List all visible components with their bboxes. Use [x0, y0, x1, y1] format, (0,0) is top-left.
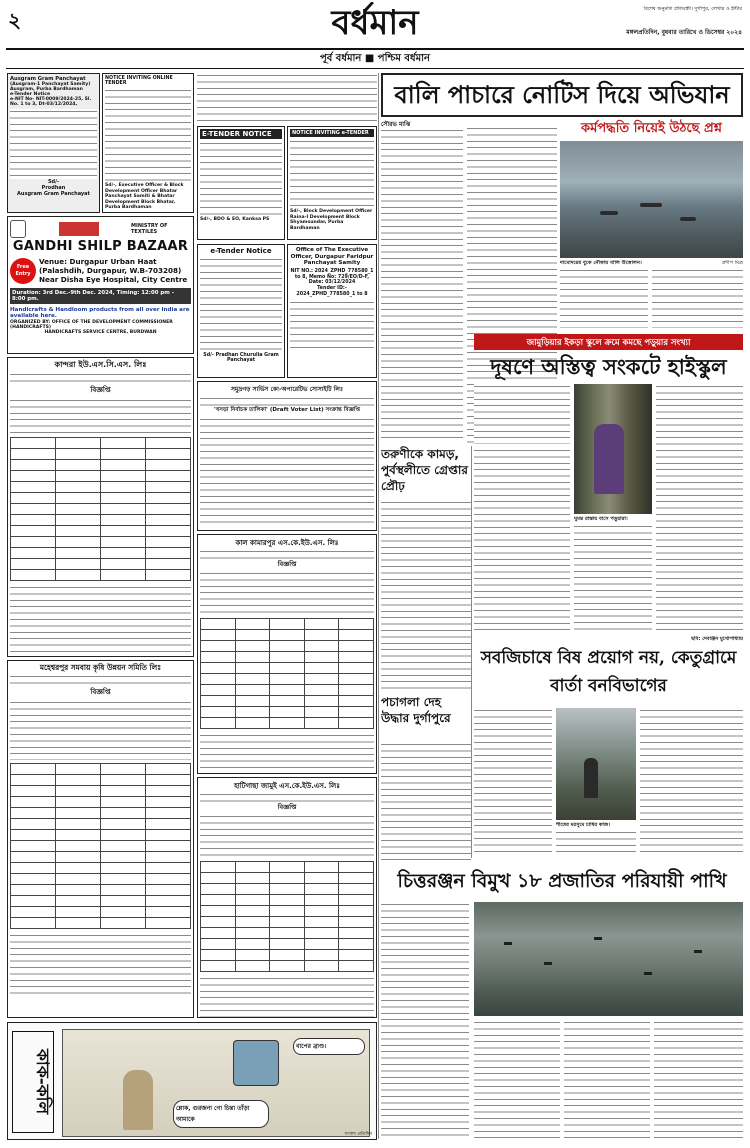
ad-kanchan-table: [10, 437, 191, 581]
cartoon-speech2: শ্লোক, গুরজনা গো চিন্তা তাঁড়া আমাকে: [173, 1100, 269, 1128]
school-photo: [574, 384, 652, 514]
arrest-body: [381, 500, 471, 690]
ad-kalna-table: [200, 618, 374, 729]
ad-draft-voter: [197, 381, 377, 531]
cartoon-speech1: বাপের ব্রাণ্ড।: [293, 1038, 365, 1055]
lead-photo-credit: প্রদীপ মিত্র: [721, 260, 743, 266]
ad-faridpur: [287, 244, 377, 378]
lead-photo: [560, 141, 743, 258]
ad-kalna-subtitle: বিজ্ঞপ্তি: [277, 560, 297, 568]
lead-headline-box: [381, 73, 743, 117]
ad-kalna-title: কাল কামারপুর এস.কে.ইউ.এস. লিঃ: [235, 539, 339, 547]
birds-body-col3: [564, 1020, 650, 1138]
ad-etender-kanksa-title: E-TENDER NOTICE: [200, 129, 282, 139]
ad-etender-kanksa: [197, 126, 285, 240]
ad-textiles-footer2: ORGANIZED BY: OFFICE OF THE DEVELOPMENT COMMISSIONER (HANDICRAFTS): [10, 320, 173, 330]
ad-faridpur-nit: NIT NO.: 2024_ZPHD_778580_1 to 8, Memo No: 729/EO/D-F, Date: 03/12/2024: [290, 268, 374, 286]
ad-etender-kanksa-signoff: Sd/-, BDO & EO, Kanksa PS: [200, 217, 270, 222]
poison-photo-caption: শীতের মরসুমে চাষির কাজ।: [556, 822, 611, 828]
handicrafts-logo-icon: [59, 222, 99, 236]
ad-ausgram-sign: Sd/-: [47, 179, 60, 185]
ad-kanchan-subtitle: বিজ্ঞপ্তি: [90, 386, 111, 394]
ad-ausgram: [7, 73, 100, 213]
ad-churulia: [197, 244, 285, 378]
ad-textiles-org: MINISTRY OF TEXTILES: [131, 223, 168, 235]
bird-icon: [694, 950, 702, 953]
arrest-headline: তরুণীকে কামড়, পুর্বস্থলীতে গ্রেপ্তার প্রৌঢ়: [381, 447, 468, 493]
poison-body-col3: [556, 830, 636, 856]
ad-nit-raina: [287, 126, 377, 240]
school-kicker: জামুড়িয়ার ইকড়া স্কুলে ক্রমে কমছে পড়ুয়ার সংখ্যা: [474, 334, 743, 350]
ad-nit-raina-signoff: Sd/-, Block Development Officer Raina-I Development Block Shyamsundar, Purba Bardhaman: [290, 209, 373, 231]
ad-bhatar: [102, 73, 194, 213]
intro-text-block: [197, 73, 377, 123]
ad-faridpur-title: Office of The Executive Officer, Durgapur Faridpur Panchayat Samity: [290, 247, 374, 267]
ad-hatigacha-title: হাটিগাছা জামুই এস.কে.ইউ.এস. লিঃ: [234, 782, 340, 790]
ad-faridpur-tender: Tender ID:- 2024_ZPHD_778580_1 to 8: [296, 286, 368, 297]
birds-body-col2: [474, 1020, 560, 1138]
ad-textiles-venue1: Venue: Durgapur Urban Haat: [39, 257, 157, 266]
lead-body-col4: [652, 268, 743, 328]
ad-bhatar-title: NOTICE INVITING ONLINE TENDER: [105, 76, 173, 86]
cartoon-title: কাক-কলি: [12, 1031, 54, 1133]
ad-mahesh-subtitle: বিজ্ঞপ্তি: [90, 688, 111, 696]
top-right-line1: বিশেষ অনুমতি প্রতিবন্ধী। দুর্গাপুর, লেখার ও ইন্টার: [643, 6, 742, 12]
column-rule: [471, 446, 472, 858]
poison-body-col1: [474, 708, 552, 856]
page-number: ২: [8, 8, 22, 32]
school-headline: দূষণে অস্তিত্ব সংকটে হাইস্কুল: [490, 354, 727, 379]
school-photo-caption: ঘুমন্ত রাস্তায় বাসে পড়ুয়ারা।: [574, 516, 628, 522]
boat-icon: [600, 211, 618, 215]
section-label: পূর্ব বর্ধমান ■ পশ্চিম বর্ধমান: [319, 53, 431, 64]
ad-draft-voter-subtitle: 'খসড়া নির্বাচক তালিকা' (Draft Voter List) সংক্রান্ত বিজ্ঞপ্তি: [213, 407, 361, 413]
poison-body-col2: [640, 708, 743, 856]
masthead: বর্ধমান: [331, 3, 419, 43]
ad-hatigacha-subtitle: বিজ্ঞপ্তি: [277, 803, 297, 811]
student-figure: [594, 424, 624, 494]
ad-textiles-duration: Duration: 3rd Dec.-9th Dec. 2024, Timing: 12:00 pm - 8:00 pm.: [10, 288, 191, 304]
ad-mahesh-title: মহেশ্বরপুর সমবায় কৃষি উন্নয়ন সমিতি লিঃ: [39, 663, 162, 672]
ad-draft-voter-title: সমুদ্রগড় সার্ভিস কো-অপারেটিভ সোসাইটি লিঃ: [230, 386, 344, 393]
birds-photo: [474, 902, 743, 1016]
ad-textiles-venue2: (Palashdih, Durgapur, W.B-703208): [39, 266, 182, 275]
bird-icon: [504, 942, 512, 945]
cartoon-panel: [62, 1029, 370, 1137]
poison-headline: সবজিচাষে বিষ প্রয়োগ নয়, কেতুগ্রামে বার্তা বনবিভাগের: [480, 648, 737, 696]
person-figure: [123, 1070, 153, 1130]
bird-icon: [544, 962, 552, 965]
ad-ausgram-role: Prodhan: [41, 185, 66, 191]
lead-photo-caption: দামোদরের বুকে নৌকায় বালি উত্তোলন।: [560, 260, 642, 266]
lead-body-col1: [381, 128, 463, 443]
ad-hatigacha: [197, 777, 377, 1018]
ad-textiles-footer1: Handicrafts & Handloom products from all over India are available here.: [10, 307, 190, 319]
govt-emblem-icon: [10, 220, 26, 238]
cartoon-credit: সংবাদ প্রতিদিন: [344, 1132, 372, 1137]
ad-textiles-title: GANDHI SHILP BAZAAR: [12, 239, 189, 254]
ad-bhatar-signoff: Sd/-, Executive Officer & Block Development Officer Bhatar Panchayat Samiti & Bhatar Development Block Bhatar, Purba Bardhaman: [105, 183, 184, 211]
body-body: [381, 742, 471, 860]
ad-nit-raina-title: NOTICE INVITING e-TENDER: [290, 129, 374, 137]
ad-ausgram-sub4: e-NIT No- NIT-0009/2024-25, Sl. No. 1 to 3, Dt-03/12/2024,: [10, 97, 92, 107]
ad-hatigacha-table: [200, 861, 374, 972]
cartoon-strip: [7, 1022, 377, 1140]
school-body-col4: [574, 524, 652, 634]
column-rule: [378, 73, 379, 1139]
ad-churulia-signoff: Sd/- Pradhan Churulia Gram Panchayat: [203, 353, 279, 363]
ad-mahesh: [7, 660, 194, 1018]
school-body-col1: [474, 384, 570, 444]
boat-icon: [680, 217, 696, 221]
ad-churulia-title: e-Tender Notice: [210, 247, 272, 255]
birds-body-col1: [381, 902, 469, 1138]
school-body-col3: [474, 448, 570, 634]
poison-photo: [556, 708, 636, 820]
bird-icon: [594, 937, 602, 940]
ad-textiles-footer3: HANDICRAFTS SERVICE CENTRE, BURDWAN: [44, 330, 157, 335]
school-body-col2: [656, 384, 743, 634]
lead-headline: বালি পাচারে নোটিস দিয়ে অভিযান: [394, 80, 730, 109]
section-rule: [6, 68, 744, 69]
boat-icon: [640, 203, 662, 207]
ad-kalna: [197, 534, 377, 774]
lead-byline: সৌরভ মাঝি: [381, 121, 411, 128]
ad-ausgram-org: Ausgram Gram Panchayat: [17, 191, 90, 197]
ad-kanchan-title: কান্দরা ইউ.এস.সি.এস. লিঃ: [54, 360, 147, 369]
body-headline: পচাগলা দেহ উদ্ধার দুর্গাপুরে: [381, 695, 451, 725]
farmer-figure: [584, 758, 598, 798]
header-rule: [6, 48, 744, 50]
ad-ausgram-sub1: (Ausgram-1 Panchayat Samity): [10, 82, 91, 87]
ad-textiles-venue3: Near Disha Eye Hospital, City Centre: [39, 275, 188, 284]
ad-ausgram-sub2: Ausgram, Purba Bardhaman: [10, 87, 83, 92]
birds-headline: চিত্তরঞ্জন বিমুখ ১৮ প্রজাতির পরিযায়ী পাখি: [397, 870, 727, 892]
ad-textiles: [7, 216, 194, 354]
robot-figure: [233, 1040, 279, 1086]
top-right-line2: মঙ্গলপ্রতিদিন, বুধবার তারিখে ও ডিসেম্বর ২০২৪: [626, 29, 742, 36]
free-entry-badge: Free Entry: [10, 258, 36, 284]
ad-kanchan: [7, 357, 194, 657]
ad-ausgram-sub3: e-Tender Notice: [10, 92, 51, 97]
ad-ausgram-title: Ausgram Gram Panchayat: [10, 76, 86, 82]
ad-mahesh-table: [10, 763, 191, 929]
lead-subhead: কর্মপদ্ধতি নিয়েই উঠছে প্রশ্ন: [581, 121, 722, 136]
birds-body-col4: [654, 1020, 743, 1138]
lead-body-col3: [560, 268, 648, 328]
school-signoff: ছবি: দেবাঞ্জন মুখোপাধ্যায়: [691, 636, 743, 642]
bird-icon: [644, 972, 652, 975]
